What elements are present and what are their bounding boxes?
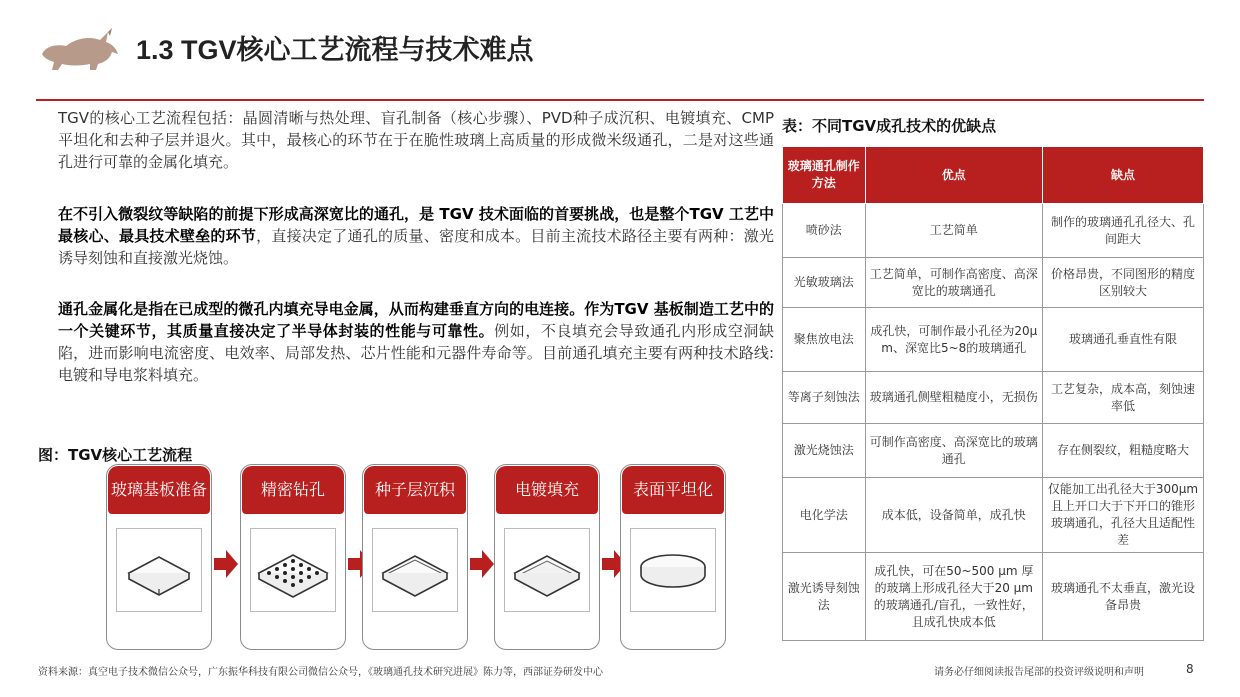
table-row bbox=[783, 424, 1204, 478]
metallization-paragraph bbox=[58, 298, 774, 386]
paragraph-body: ，直接决定了通孔的质量、密度和成本。目前主流技术路径主要有两种：激光诱导刻蚀和直接激光烧蚀。 bbox=[58, 227, 774, 267]
paragraph-lead: 通孔金属化是指在已成型的微孔内填充导电金属，从而构建垂直方向的电连接。作为TGV 基板制造工艺中的一个关键环节，其质量直接决定了半导体封装的性能与可靠性。 bbox=[58, 300, 774, 340]
method-cell: 喷砂法 bbox=[783, 204, 866, 258]
method-cell: 激光烧蚀法 bbox=[783, 424, 866, 478]
title-divider bbox=[36, 99, 1204, 101]
column-header: 优点 bbox=[865, 147, 1042, 204]
paragraph-body: 例如，不良填充会导致通孔内形成空洞缺陷，进而影响电流密度、电效率、局部发热、芯片性能和元器件寿命等。目前通孔填充主要有两种技术路线:电镀和导电浆料填充。 bbox=[58, 322, 774, 384]
method-cell: 电化学法 bbox=[783, 478, 866, 553]
pros-cell: 可制作高密度、高深宽比的玻璃通孔 bbox=[865, 424, 1042, 478]
drilled-substrate-icon bbox=[251, 529, 335, 611]
process-step bbox=[106, 464, 212, 650]
table-row bbox=[783, 204, 1204, 258]
page-title: 1.3 TGV核心工艺流程与技术难点 bbox=[136, 35, 534, 65]
pros-cell: 成孔快，可在50~500 μm 厚的玻璃上形成孔径大于20 μm 的玻璃通孔/盲孔，一致性好，且成孔快成本低 bbox=[865, 553, 1042, 641]
process-step bbox=[494, 464, 600, 650]
plain-glass-substrate-icon bbox=[117, 529, 201, 611]
process-flow bbox=[106, 464, 736, 654]
method-cell: 激光诱导刻蚀法 bbox=[783, 553, 866, 641]
table-header-row bbox=[783, 147, 1204, 204]
pros-cell: 玻璃通孔侧壁粗糙度小，无损伤 bbox=[865, 372, 1042, 424]
step-label: 玻璃基板准备 bbox=[108, 466, 210, 514]
table-row bbox=[783, 258, 1204, 308]
cons-cell: 存在侧裂纹，粗糙度略大 bbox=[1043, 424, 1204, 478]
process-step bbox=[362, 464, 468, 650]
step-label: 电镀填充 bbox=[496, 466, 598, 514]
method-cell: 光敏玻璃法 bbox=[783, 258, 866, 308]
cons-cell: 仅能加工出孔径大于300μm且上开口大于下开口的锥形玻璃通孔，孔径大且适配性差 bbox=[1043, 478, 1204, 553]
seed-layer-substrate-icon bbox=[373, 529, 457, 611]
column-header: 缺点 bbox=[1043, 147, 1204, 204]
cons-cell: 玻璃通孔不太垂直，激光设备昂贵 bbox=[1043, 553, 1204, 641]
step-label: 表面平坦化 bbox=[622, 466, 724, 514]
step-label: 精密钻孔 bbox=[242, 466, 344, 514]
bull-logo-icon bbox=[36, 24, 124, 72]
process-step bbox=[240, 464, 346, 650]
drilling-paragraph bbox=[58, 203, 774, 269]
comparison-table bbox=[782, 146, 1204, 641]
cons-cell: 玻璃通孔垂直性有限 bbox=[1043, 308, 1204, 372]
pros-cell: 工艺简单，可制作高密度、高深宽比的玻璃通孔 bbox=[865, 258, 1042, 308]
process-step bbox=[620, 464, 726, 650]
paragraph-body: TGV的核心工艺流程包括：晶圆清晰与热处理、盲孔制备（核心步骤）、PVD种子成沉积、电镀填充、CMP平坦化和去种子层并退火。其中，最核心的环节在于在脆性玻璃上高质量的形成微米级通孔，二是对这些通孔进行可靠的金属化填充。 bbox=[58, 109, 774, 171]
disclaimer: 请务必仔细阅读报告尾部的投资评级说明和声明 bbox=[934, 667, 1144, 678]
step-label: 种子层沉积 bbox=[364, 466, 466, 514]
figure-caption: 图：TGV核心工艺流程 bbox=[38, 446, 193, 464]
method-cell: 聚焦放电法 bbox=[783, 308, 866, 372]
arrow-right-icon bbox=[214, 550, 238, 578]
table-row bbox=[783, 308, 1204, 372]
table-row bbox=[783, 478, 1204, 553]
column-header: 玻璃通孔制作方法 bbox=[783, 147, 866, 204]
pros-cell: 成孔快，可制作最小孔径为20μm、深宽比5~8的玻璃通孔 bbox=[865, 308, 1042, 372]
table-caption: 表：不同TGV成孔技术的优缺点 bbox=[782, 117, 997, 135]
pros-cell: 工艺简单 bbox=[865, 204, 1042, 258]
page-number: 8 bbox=[1186, 662, 1194, 676]
table-row bbox=[783, 553, 1204, 641]
table-row bbox=[783, 372, 1204, 424]
pros-cell: 成本低，设备简单，成孔快 bbox=[865, 478, 1042, 553]
cons-cell: 价格昂贵，不同图形的精度区别较大 bbox=[1043, 258, 1204, 308]
intro-paragraph bbox=[58, 107, 774, 173]
plated-substrate-icon bbox=[505, 529, 589, 611]
method-cell: 等离子刻蚀法 bbox=[783, 372, 866, 424]
cons-cell: 制作的玻璃通孔孔径大、孔间距大 bbox=[1043, 204, 1204, 258]
arrow-right-icon bbox=[470, 550, 494, 578]
paragraph-lead: 在不引入微裂纹等缺陷的前提下形成高深宽比的通孔，是 TGV 技术面临的首要挑战，也是整个TGV 工艺中最核心、最具技术壁垒的环节 bbox=[58, 205, 774, 245]
cons-cell: 工艺复杂，成本高，刻蚀速率低 bbox=[1043, 372, 1204, 424]
source-note: 资料来源：真空电子技术微信公众号，广东振华科技有限公司微信公众号，《玻璃通孔技术研究进展》陈力等，西部证券研发中心 bbox=[38, 667, 603, 678]
planarized-disc-icon bbox=[631, 529, 715, 611]
